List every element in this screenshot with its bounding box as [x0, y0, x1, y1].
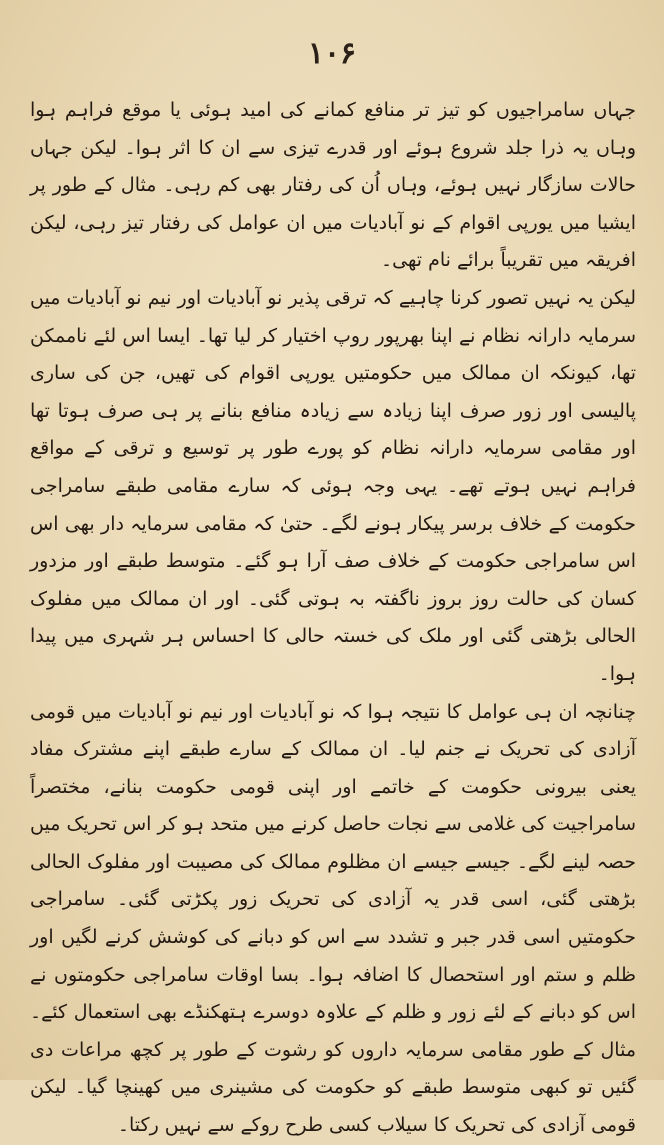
paragraph-2: لیکن یہ نہیں تصور کرنا چاہیے کہ ترقی پذیر نو آبادیات اور نیم نو آبادیات میں سرمایہ دارانہ نظام نے اپنا بھرپور روپ اختیار کر لیا تھا۔ ایسا اس لئے ناممکن تھا، کیونکہ ان ممالک میں حکومتیں یورپی اقوام کی تھیں، جن کی ساری پالیسی اور زور صرف اپنا زیادہ سے زیادہ منافع بنانے پر ہی صرف ہوتا تھا اور مقامی سرمایہ دارانہ نظام کو پورے طور پر توسیع و ترقی کے مواقع فراہم نہیں ہوتے تھے۔ یہی وجہ ہوئی کہ سارے مقامی طبقے سامراجی حکومت کے خلاف برسر پیکار ہونے لگے۔ حتیٰ کہ مقامی سرمایہ دار بھی اس اس سامراجی حکومت کے خلاف صف آرا ہو گئے۔ متوسط طبقے اور مزدور کسان کی حالت روز بروز ناگفتہ بہ ہوتی گئی۔ اور ان ممالک میں مفلوک الحالی بڑھتی گئی اور ملک کی خستہ حالی کا احساس ہر شہری میں پیدا ہوا۔: [30, 286, 636, 685]
page-number: ۱۰۶: [307, 36, 357, 71]
body-text: [30, 92, 636, 1145]
paragraph-3: چنانچہ ان ہی عوامل کا نتیجہ ہوا کہ نو آبادیات اور نیم نو آبادیات میں قومی آزادی کی تحریک نے جنم لیا۔ ان ممالک کے سارے طبقے اپنے مشترک مفاد یعنی بیرونی حکومت کے خاتمے اور اپنی قومی حکومت بنانے، مختصراً سامراجیت کی غلامی سے نجات حاصل کرنے میں متحد ہو کر اس تحریک میں حصہ لینے لگے۔ جیسے جیسے ان مظلوم ممالک کی مصیبت اور مفلوک الحالی بڑھتی گئی، اسی قدر یہ آزادی کی تحریک زور پکڑتی گئی۔ سامراجی حکومتیں اسی قدر جبر و تشدد سے اس کو دبانے کی کوشش کرنے لگیں اور ظلم و ستم اور استحصال کا اضافہ ہوا۔ بسا اوقات سامراجی حکومتوں نے اس کو دبانے کے لئے زور و ظلم کے علاوہ دوسرے ہتھکنڈے بھی استعمال کئے۔ مثال کے طور مقامی سرمایہ داروں کو رشوت کے طور پر کچھ مراعات دی گئیں تو کبھی متوسط طبقے کو حکومت کی مشینری میں کھینچا گیا۔ لیکن قومی آزادی کی تحریک کا سیلاب کسی طرح روکے سے نہیں رکتا۔: [30, 700, 636, 1137]
paragraph-1: جہاں سامراجیوں کو تیز تر منافع کمانے کی امید ہوئی یا موقع فراہم ہوا وہاں یہ ذرا جلد شروع ہوئے اور قدرے تیزی سے ان کا اثر ہوا۔ لیکن جہاں حالات سازگار نہیں ہوئے، وہاں اُن کی رفتار بھی کم رہی۔ مثال کے طور پر ایشیا میں یورپی اقوام کے نو آبادیات میں ان عوامل کی رفتار تیز رہی، لیکن افریقہ میں تقریباً برائے نام تھی۔: [30, 99, 636, 272]
